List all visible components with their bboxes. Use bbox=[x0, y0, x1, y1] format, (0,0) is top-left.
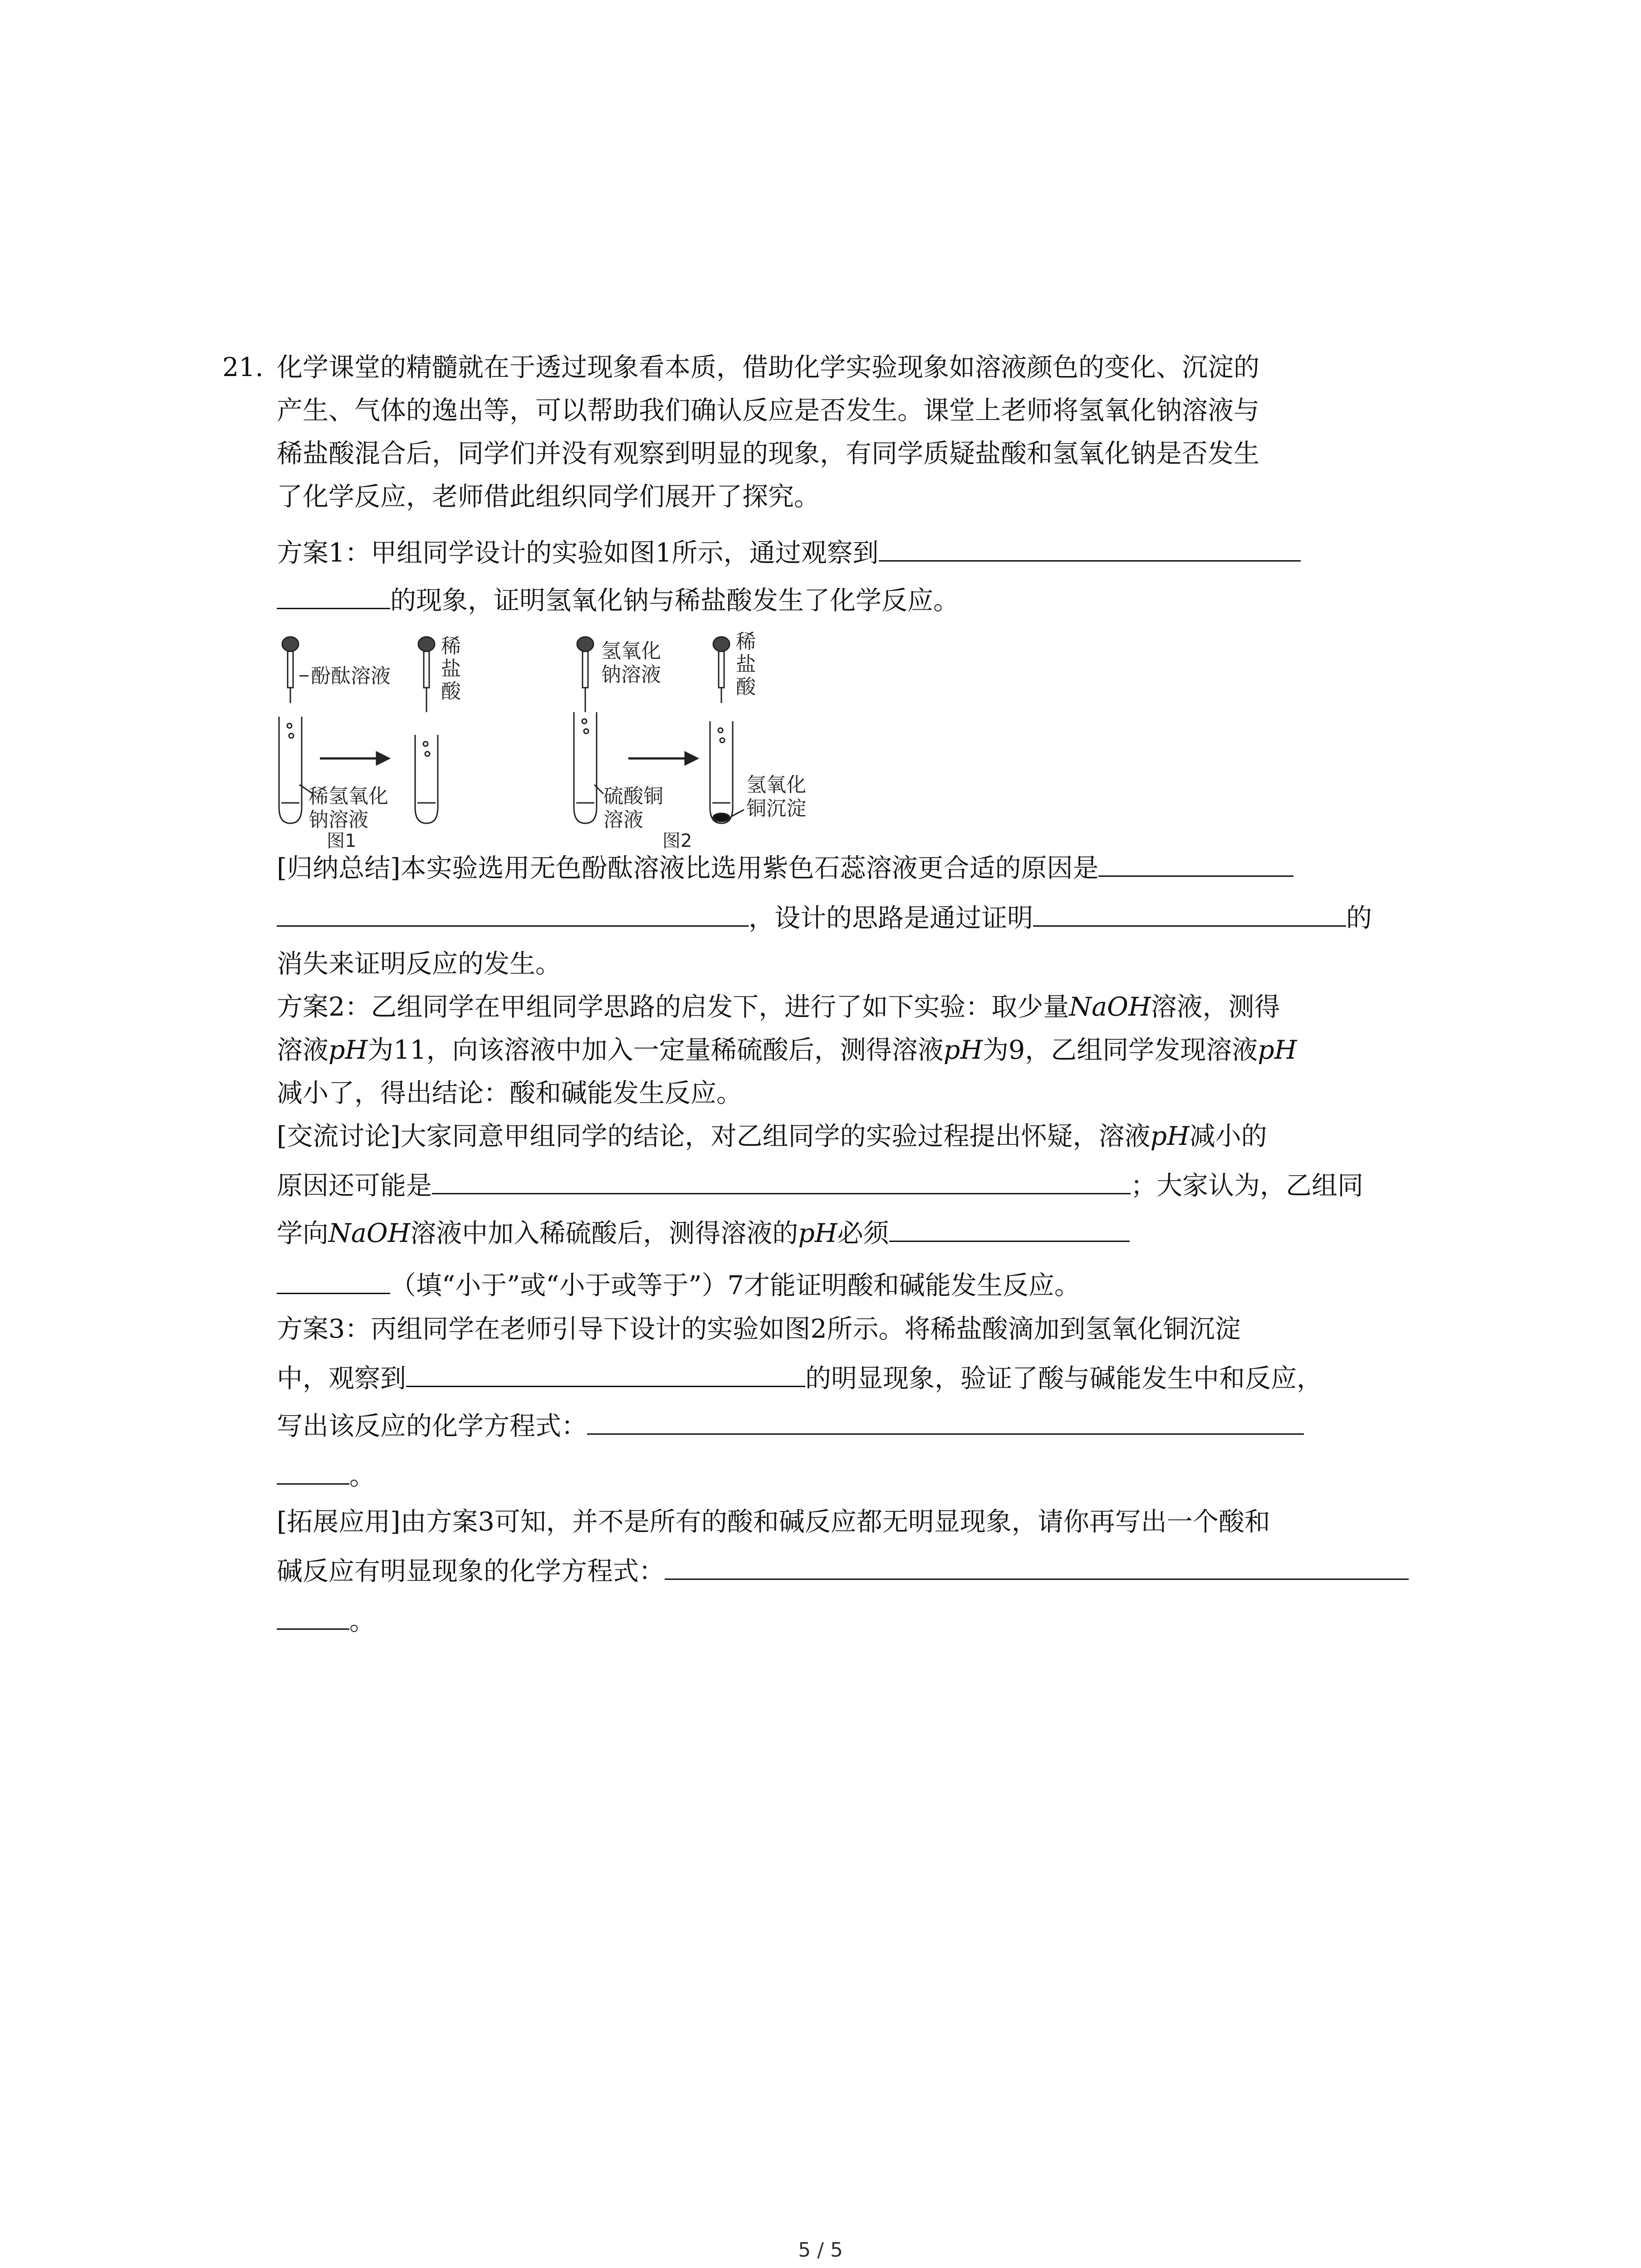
extension-text: 。 bbox=[349, 1606, 375, 1636]
summary-line-1 bbox=[277, 848, 1293, 885]
plan3-text: 的明显现象，验证了酸与碱能发生中和反应， bbox=[805, 1364, 1323, 1393]
answer-blank-5b[interactable] bbox=[277, 1601, 349, 1630]
discussion-line-2 bbox=[277, 1166, 1363, 1202]
discussion-text: （填“小于”或“小于或等于”）7才能证明酸和碱能发生反应。 bbox=[390, 1271, 1080, 1300]
discussion-line-4 bbox=[277, 1266, 1080, 1302]
answer-blank-1a[interactable] bbox=[879, 533, 1301, 562]
formula-ph: pH bbox=[328, 1035, 368, 1065]
test-tube-icon bbox=[415, 735, 438, 823]
label-line: 稀氢氧化 bbox=[309, 785, 388, 808]
caption-fig2: 图2 bbox=[662, 831, 692, 851]
extension-line-2 bbox=[277, 1551, 1409, 1588]
plan3-line-4 bbox=[277, 1456, 375, 1492]
intro-line-1: 化学课堂的精髓就在于透过现象看本质，借助化学实验现象如溶液颜色的变化、沉淀的 bbox=[277, 352, 1259, 382]
discussion-text: 必须 bbox=[837, 1218, 889, 1248]
label-line: 钠溶液 bbox=[601, 663, 661, 686]
plan1-line-1 bbox=[277, 533, 1301, 569]
plan2-text: 溶液，测得 bbox=[1151, 992, 1280, 1022]
label-line: 氢氧化 bbox=[746, 773, 806, 797]
formula-ph: pH bbox=[798, 1218, 838, 1248]
label-phenolphthalein: 酚酞溶液 bbox=[311, 665, 391, 688]
summary-line-2 bbox=[277, 898, 1372, 934]
formula-naoh: NaOH bbox=[328, 1218, 411, 1248]
question-number: 21. bbox=[222, 352, 264, 382]
answer-blank-5a[interactable] bbox=[665, 1551, 1409, 1580]
plan3-text: 。 bbox=[349, 1461, 375, 1491]
discussion-line-3 bbox=[277, 1213, 1130, 1250]
label-line: 硫酸铜 bbox=[603, 785, 663, 808]
label-line: 氢氧化 bbox=[601, 640, 661, 663]
test-tube-icon bbox=[279, 717, 302, 823]
label-dilute-naoh bbox=[309, 785, 388, 832]
arrow-icon bbox=[628, 752, 698, 765]
plan3-text: 中，观察到 bbox=[277, 1364, 406, 1393]
answer-blank-3a[interactable] bbox=[432, 1166, 1131, 1194]
label-dilute-hcl-2 bbox=[736, 631, 756, 699]
summary-text-3: 的 bbox=[1346, 903, 1372, 933]
discussion-text: 溶液中加入稀硫酸后，测得溶液的 bbox=[410, 1218, 798, 1248]
plan2-line-1 bbox=[277, 989, 1280, 1025]
label-char: 酸 bbox=[736, 675, 756, 699]
plan3-text: 写出该反应的化学方程式： bbox=[277, 1411, 587, 1441]
dropper-icon bbox=[418, 637, 435, 712]
plan3-line-2 bbox=[277, 1359, 1323, 1395]
dropper-icon bbox=[577, 637, 593, 712]
test-tube-icon bbox=[710, 721, 733, 823]
label-char: 盐 bbox=[441, 657, 461, 680]
answer-blank-1b[interactable] bbox=[277, 581, 390, 609]
answer-blank-2a[interactable] bbox=[1098, 848, 1293, 877]
label-copper-hydroxide bbox=[746, 773, 806, 821]
label-line: 溶液 bbox=[603, 808, 643, 831]
extension-text: 碱反应有明显现象的化学方程式： bbox=[277, 1556, 665, 1586]
discussion-text: 减小的 bbox=[1189, 1121, 1267, 1151]
intro-line-4: 了化学反应，老师借此组织同学们展开了探究。 bbox=[277, 482, 820, 512]
label-line: 铜沉淀 bbox=[746, 797, 806, 820]
caption-fig1: 图1 bbox=[327, 831, 357, 851]
extension-line-1: [拓展应用]由方案3可知，并不是所有的酸和碱反应都无明显现象，请你再写出一个酸和 bbox=[277, 1507, 1270, 1537]
summary-line-3: 消失来证明反应的发生。 bbox=[277, 949, 561, 979]
plan2-text: 溶液 bbox=[277, 1035, 328, 1065]
label-char: 盐 bbox=[736, 653, 756, 676]
answer-blank-4b[interactable] bbox=[587, 1406, 1304, 1435]
plan2-text: 为11，向该溶液中加入一定量稀硫酸后，测得溶液 bbox=[367, 1035, 944, 1065]
page-number: 5 / 5 bbox=[798, 2239, 843, 2262]
plan1-text-1: 方案1：甲组同学设计的实验如图1所示，通过观察到 bbox=[277, 538, 879, 568]
experiment-figure bbox=[272, 630, 876, 851]
discussion-text: 学向 bbox=[277, 1218, 328, 1248]
label-naoh-solution bbox=[601, 640, 661, 687]
answer-blank-2c[interactable] bbox=[1033, 898, 1346, 927]
plan2-text: 为9，乙组同学发现溶液 bbox=[982, 1035, 1258, 1065]
intro-line-3: 稀盐酸混合后，同学们并没有观察到明显的现象，有同学质疑盐酸和氢氧化钠是否发生 bbox=[277, 439, 1259, 469]
summary-text-1: [归纳总结]本实验选用无色酚酞溶液比选用紫色石蕊溶液更合适的原因是 bbox=[277, 853, 1099, 883]
label-copper-sulfate bbox=[603, 785, 663, 832]
answer-blank-4c[interactable] bbox=[277, 1456, 349, 1485]
extension-line-3 bbox=[277, 1601, 375, 1637]
plan2-text: 方案2：乙组同学在甲组同学思路的启发下，进行了如下实验：取少量 bbox=[277, 992, 1069, 1022]
dropper-icon bbox=[282, 637, 299, 703]
formula-ph: pH bbox=[1258, 1035, 1297, 1065]
arrow-icon bbox=[320, 752, 389, 765]
plan2-line-3: 减小了，得出结论：酸和碱能发生反应。 bbox=[277, 1078, 742, 1108]
plan1-line-2 bbox=[277, 581, 959, 617]
answer-blank-4a[interactable] bbox=[406, 1359, 805, 1387]
formula-naoh: NaOH bbox=[1069, 992, 1151, 1022]
answer-blank-3c[interactable] bbox=[277, 1266, 390, 1294]
plan2-line-2 bbox=[277, 1032, 1297, 1068]
summary-text-2: ，设计的思路是通过证明 bbox=[749, 903, 1033, 933]
label-line: 钠溶液 bbox=[309, 808, 368, 831]
plan3-line-1: 方案3：丙组同学在老师引导下设计的实验如图2所示。将稀盐酸滴加到氢氧化铜沉淀 bbox=[277, 1314, 1241, 1344]
label-char: 稀 bbox=[441, 635, 461, 658]
test-tube-icon bbox=[574, 712, 597, 823]
formula-ph: pH bbox=[1150, 1121, 1190, 1151]
formula-ph: pH bbox=[943, 1035, 983, 1065]
plan3-line-3 bbox=[277, 1406, 1304, 1442]
discussion-text: ；大家认为，乙组同 bbox=[1131, 1171, 1363, 1201]
discussion-line-1 bbox=[277, 1118, 1267, 1154]
plan1-text-2: 的现象，证明氢氧化钠与稀盐酸发生了化学反应。 bbox=[390, 586, 959, 616]
discussion-text: [交流讨论]大家同意甲组同学的结论，对乙组同学的实验过程提出怀疑，溶液 bbox=[277, 1121, 1151, 1151]
discussion-text: 原因还可能是 bbox=[277, 1171, 432, 1201]
answer-blank-3b[interactable] bbox=[889, 1213, 1130, 1242]
label-dilute-hcl-1 bbox=[441, 635, 461, 703]
label-char: 酸 bbox=[441, 680, 461, 703]
dropper-icon bbox=[713, 637, 730, 703]
answer-blank-2b[interactable] bbox=[277, 898, 749, 927]
label-char: 稀 bbox=[736, 630, 756, 653]
intro-line-2: 产生、气体的逸出等，可以帮助我们确认反应是否发生。课堂上老师将氢氧化钠溶液与 bbox=[277, 396, 1259, 425]
